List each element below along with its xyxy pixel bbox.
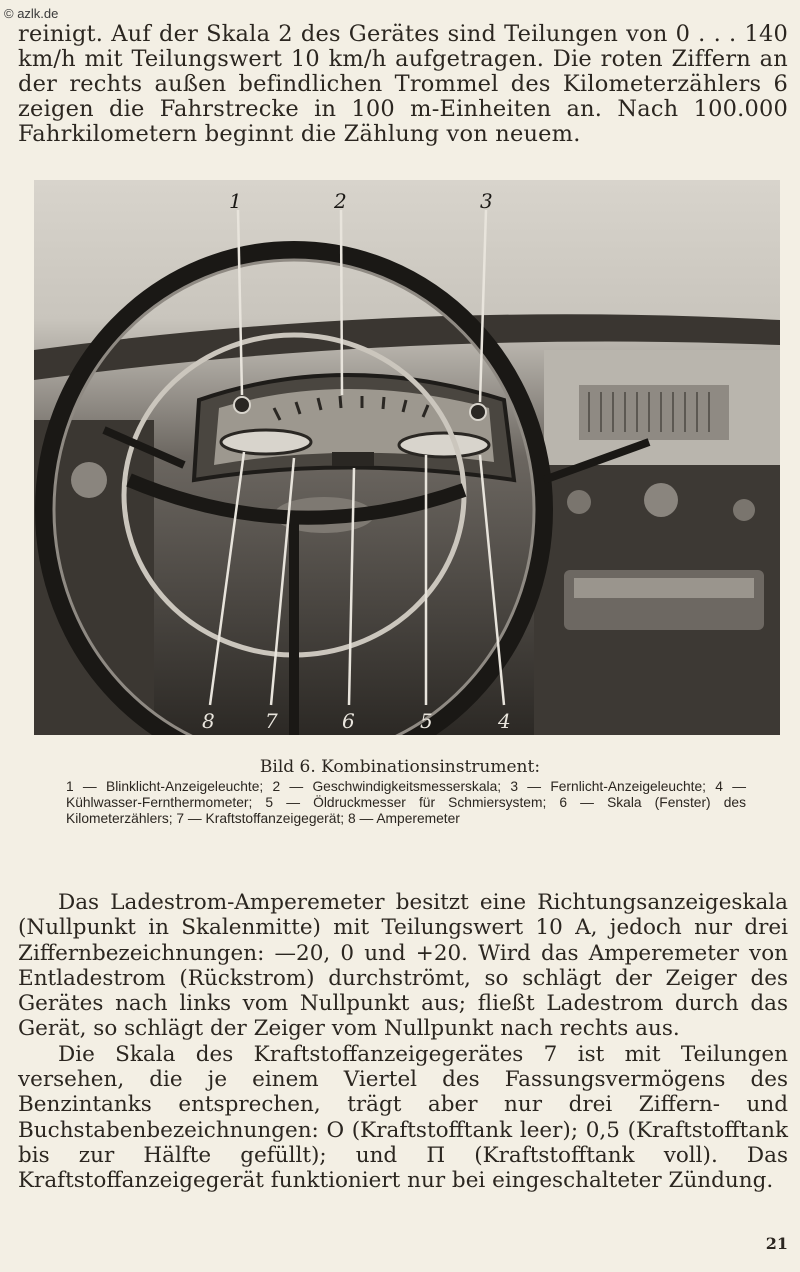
dashboard-photo (34, 180, 780, 735)
body-text (18, 890, 788, 1194)
intro-paragraph: reinigt. Auf der Skala 2 des Gerätes sind Teilungen von 0 . . . 140 km/h mit Teilungswert 10 km/h aufgetragen. Die roten Ziffern an der rechts außen befindlichen Trommel des Kilometerzählers 6 zeigen die Fahrstrecke in 100 m-Einheiten an. Nach 100.000 Fahrkilometern beginnt die Zählung von neuem. (18, 21, 788, 147)
callout-5: 5 (420, 709, 433, 733)
callout-4: 4 (498, 709, 511, 733)
callout-2: 2 (334, 189, 347, 213)
figure-caption-title: Bild 6. Kombinationsinstrument: (259, 757, 541, 777)
paragraph-fuel-gauge: Die Skala des Kraftstoffanzeigegerätes 7 ist mit Teilungen versehen, die je einem Viertel des Fassungsvermögens des Benzintanks entsprechen, trägt aber nur drei Ziffern- und Buchstabenbezeichnungen: O (Kraftstofftank leer); 0,5 (Kraftstofftank bis zur Hälfte gefüllt); und П (Kraftstofftank voll). Das Kraftstoffanzeigegerät funktioniert nur bei eingeschalteter Zündung. (18, 1041, 788, 1194)
dashboard-illustration (34, 180, 780, 735)
callout-7: 7 (265, 709, 278, 733)
callout-3: 3 (480, 189, 493, 213)
figure-caption-legend: 1 — Blinklicht-Anzeigeleuchte; 2 — Geschwindigkeitsmesserskala; 3 — Fernlicht-Anzeigeleuchte; 4 — Kühlwasser-Fernthermometer; 5 — Öldruckmesser für Schmiersystem; 6 — Skala (Fenster) des Kilometerzählers; 7 — Kraftstoffanzeigegerät; 8 — Amperemeter (66, 779, 746, 826)
callout-6: 6 (342, 709, 355, 733)
paragraph-amperemeter: Das Ladestrom-Amperemeter besitzt eine Richtungsanzeigeskala (Nullpunkt in Skalenmitte) mit Teilungswert 10 A, jedoch nur drei Ziffernbezeichnungen: —20, 0 und +20. Wird das Amperemeter von Entladestrom (Rückstrom) durchströmt, so schlägt der Zeiger des Gerätes nach links vom Nullpunkt aus; fließt Ladestrom durch das Gerät, so schlägt der Zeiger vom Nullpunkt nach rechts aus. (18, 890, 788, 1042)
watermark: © azlk.de (4, 6, 59, 21)
page-number: 21 (765, 1234, 788, 1253)
callout-8: 8 (202, 709, 215, 733)
callout-1: 1 (229, 189, 242, 213)
